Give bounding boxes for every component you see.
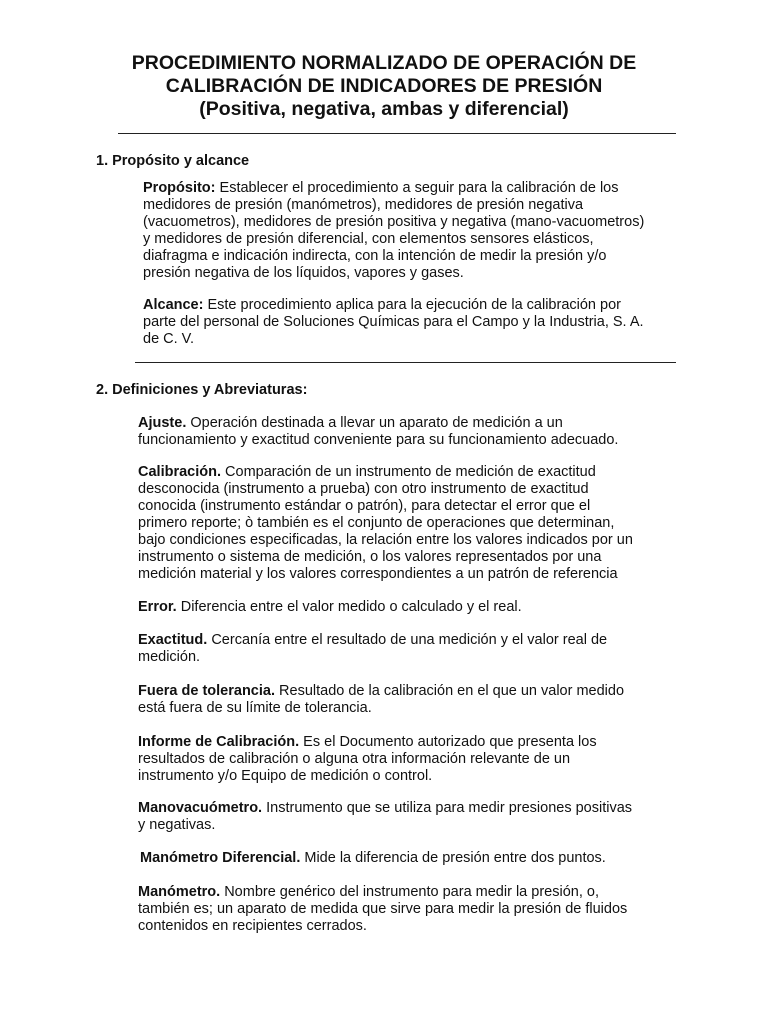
definition-line xyxy=(140,850,606,867)
definition-line: resultados de calibración o alguna otra información relevante de un xyxy=(138,751,571,767)
title-line-3: (Positiva, negativa, ambas y diferencial) xyxy=(199,98,569,120)
paragraph-line: presión negativa de los líquidos, vapores y gases. xyxy=(143,265,464,281)
definition-manovacuometro xyxy=(138,800,632,834)
definition-line: bajo condiciones especificadas, la relación entre los valores indicados por un xyxy=(138,532,633,548)
definition-term: Informe de Calibración. xyxy=(138,734,300,750)
definition-text: Mide la diferencia de presión entre dos puntos. xyxy=(300,850,606,866)
alcance-text: Este procedimiento aplica para la ejecución de la calibración por xyxy=(203,297,621,313)
alcance-term: Alcance: xyxy=(143,297,204,313)
paragraph-line: y medidores de presión diferencial, con elementos sensores elásticos, xyxy=(143,231,594,247)
paragraph-line: de C. V. xyxy=(143,331,195,347)
definition-line xyxy=(138,800,632,817)
definition-ajuste xyxy=(138,415,618,449)
definition-text: Operación destinada a llevar un aparato de medición a un xyxy=(186,415,563,431)
definition-line: medición material y los valores correspondientes a un patrón de referencia xyxy=(138,566,618,582)
definition-informe-de-calibracion xyxy=(138,734,597,785)
definition-line: instrumento o sistema de medición, o los valores representados por una xyxy=(138,549,602,565)
definition-term: Manovacuómetro. xyxy=(138,800,263,816)
definition-term: Error. xyxy=(138,599,177,615)
proposito-term: Propósito: xyxy=(143,180,216,196)
definition-text: Es el Documento autorizado que presenta los xyxy=(299,734,597,750)
document-title xyxy=(96,52,672,121)
definition-line xyxy=(138,415,618,432)
definition-line xyxy=(138,599,522,616)
definition-text: Nombre genérico del instrumento para medir la presión, o, xyxy=(220,884,599,900)
paragraph-line: (vacuometros), medidores de presión positiva y negativa (mano-vacuometros) xyxy=(143,214,645,230)
section-2-heading: 2. Definiciones y Abreviaturas: xyxy=(96,382,308,398)
title-line-1: PROCEDIMIENTO NORMALIZADO DE OPERACIÓN DE xyxy=(131,52,637,74)
definition-line: también es; un aparato de medida que sirve para medir la presión de fluidos xyxy=(138,901,628,917)
paragraph-line xyxy=(143,180,644,197)
proposito-paragraph xyxy=(143,180,644,282)
definition-term: Calibración. xyxy=(138,464,221,480)
paragraph-line: parte del personal de Soluciones Químicas para el Campo y la Industria, S. A. xyxy=(143,314,644,330)
definition-term: Exactitud. xyxy=(138,632,208,648)
paragraph-line xyxy=(143,297,644,314)
definition-text: Diferencia entre el valor medido o calculado y el real. xyxy=(176,599,522,615)
definition-error xyxy=(138,599,522,616)
paragraph-line: medidores de presión (manómetros), medidores de presión negativa xyxy=(143,197,584,213)
definition-line xyxy=(138,884,627,901)
definition-line: desconocida (instrumento a prueba) con otro instrumento de exactitud xyxy=(138,481,589,497)
title-divider xyxy=(118,133,676,134)
definition-term: Manómetro Diferencial. xyxy=(140,850,301,866)
definition-text: Instrumento que se utiliza para medir presiones positivas xyxy=(262,800,633,816)
definition-fuera-de-tolerancia xyxy=(138,683,624,717)
definition-line xyxy=(138,464,633,481)
definition-line xyxy=(138,683,624,700)
definition-text: Cercanía entre el resultado de una medición y el valor real de xyxy=(207,632,608,648)
definition-term: Fuera de tolerancia. xyxy=(138,683,275,699)
alcance-paragraph xyxy=(143,297,644,348)
definition-term: Ajuste. xyxy=(138,415,187,431)
definition-text: Comparación de un instrumento de medición de exactitud xyxy=(221,464,596,480)
definition-line: y negativas. xyxy=(138,817,216,833)
section-1-heading: 1. Propósito y alcance xyxy=(96,153,250,169)
definition-line: primero reporte; ò también es el conjunto de operaciones que determinan, xyxy=(138,515,615,531)
title-line-2: CALIBRACIÓN DE INDICADORES DE PRESIÓN xyxy=(165,75,603,97)
definition-manometro xyxy=(138,884,627,935)
definition-text: Resultado de la calibración en el que un valor medido xyxy=(275,683,625,699)
definition-manometro-diferencial xyxy=(140,850,606,867)
definition-line: medición. xyxy=(138,649,201,665)
definition-line: conocida (instrumento estándar o patrón), para detectar el error que el xyxy=(138,498,591,514)
definition-line xyxy=(138,734,597,751)
definition-line: está fuera de su límite de tolerancia. xyxy=(138,700,372,716)
definition-calibracion xyxy=(138,464,633,583)
proposito-text: Establecer el procedimiento a seguir para la calibración de los xyxy=(215,180,619,196)
definition-exactitud xyxy=(138,632,607,666)
paragraph-line: diafragma e indicación indirecta, con la intención de medir la presión y/o xyxy=(143,248,607,264)
definition-line: funcionamiento y exactitud conveniente para su funcionamiento adecuado. xyxy=(138,432,619,448)
definition-line xyxy=(138,632,607,649)
definition-line: instrumento y/o Equipo de medición o control. xyxy=(138,768,433,784)
section-divider xyxy=(135,362,676,363)
definition-line: contenidos en recipientes cerrados. xyxy=(138,918,367,934)
definition-term: Manómetro. xyxy=(138,884,221,900)
